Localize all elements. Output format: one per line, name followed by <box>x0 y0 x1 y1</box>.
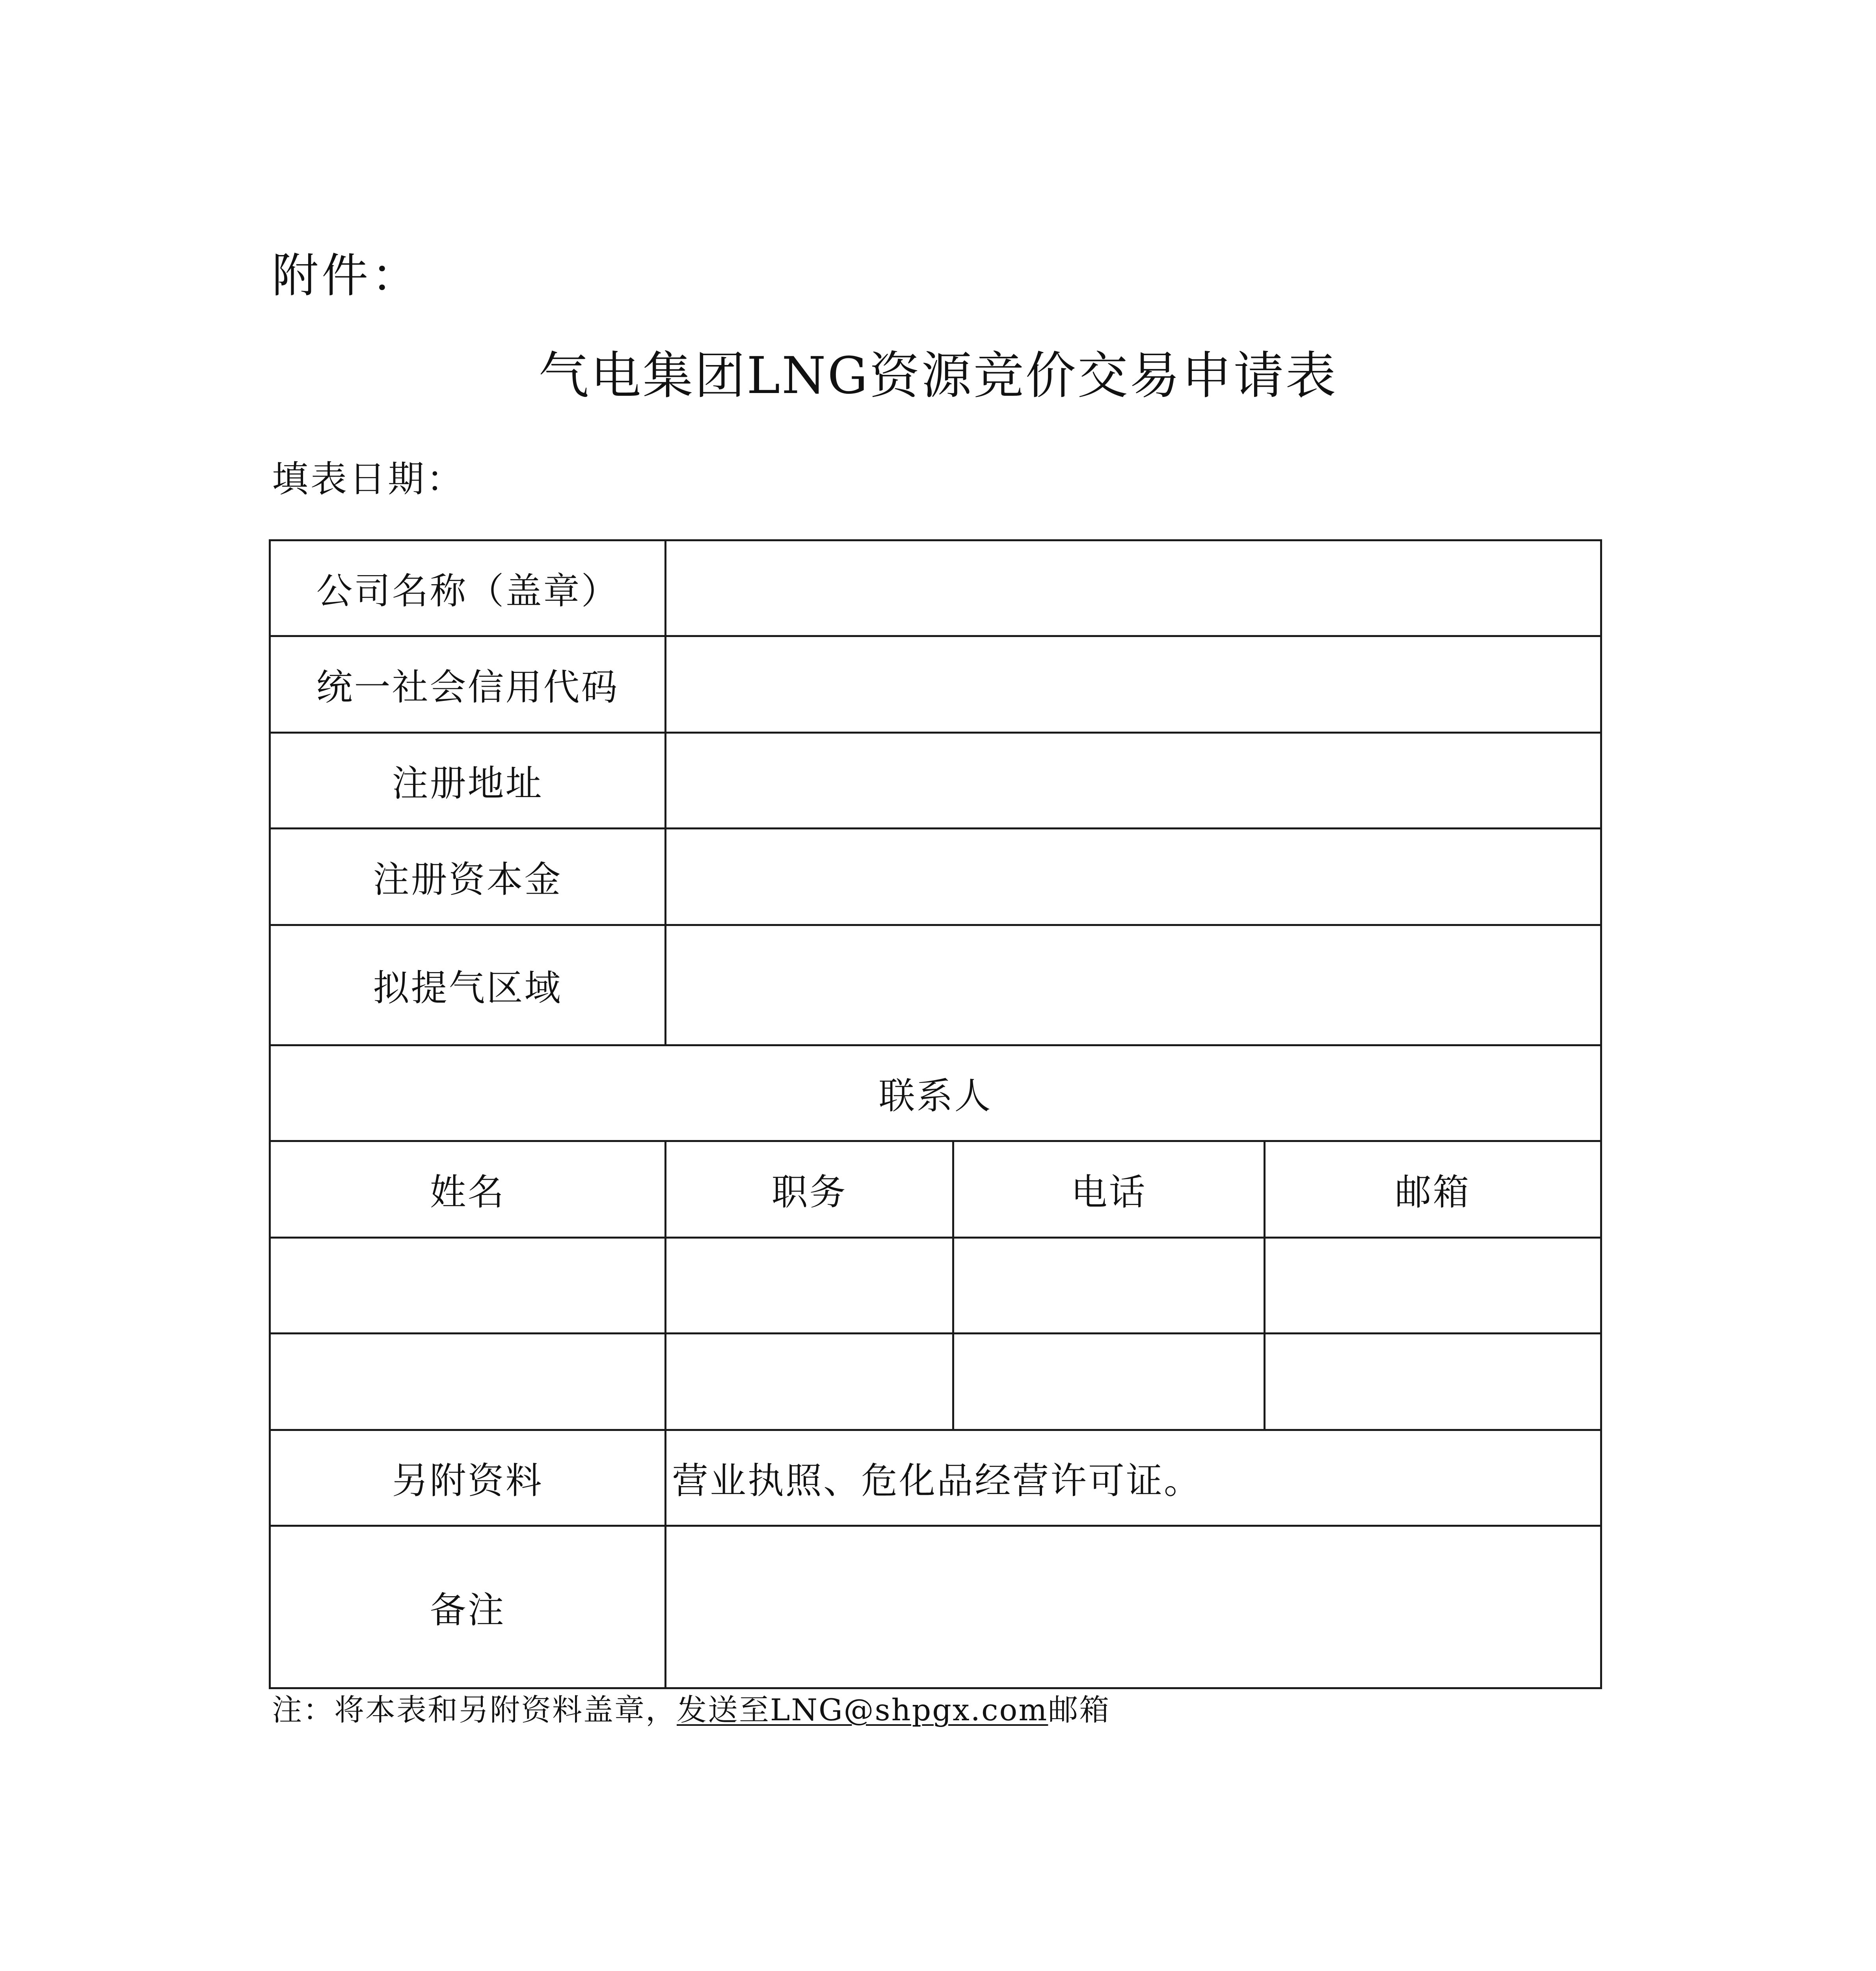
credit-code-field[interactable] <box>666 636 1601 733</box>
attachments-row <box>270 1430 1601 1526</box>
contact-row <box>270 1238 1601 1334</box>
contact-email-field[interactable] <box>1265 1334 1601 1430</box>
footnote <box>272 1692 1111 1727</box>
form-title: 气电集团LNG资源竞价交易申请表 <box>538 347 1338 405</box>
contact-header-phone: 电话 <box>953 1141 1265 1238</box>
application-form-table <box>269 539 1602 1689</box>
attachments-value: 营业执照、危化品经营许可证。 <box>666 1430 1601 1526</box>
remarks-label: 备注 <box>270 1526 666 1688</box>
contact-phone-field[interactable] <box>953 1238 1265 1334</box>
contact-section-row <box>270 1045 1601 1141</box>
contact-header-name: 姓名 <box>270 1141 666 1238</box>
contact-position-field[interactable] <box>666 1334 953 1430</box>
footnote-suffix: 邮箱 <box>1048 1692 1111 1727</box>
contact-name-field[interactable] <box>270 1334 666 1430</box>
contact-header-position: 职务 <box>666 1141 953 1238</box>
registered-capital-label: 注册资本金 <box>270 829 666 925</box>
credit-code-row <box>270 636 1601 733</box>
registered-address-label: 注册地址 <box>270 733 666 829</box>
registered-capital-row <box>270 829 1601 925</box>
remarks-field[interactable] <box>666 1526 1601 1688</box>
footnote-prefix: 注：将本表和另附资料盖章， <box>272 1692 677 1727</box>
contact-header-email: 邮箱 <box>1265 1141 1601 1238</box>
credit-code-label: 统一社会信用代码 <box>270 636 666 733</box>
fill-date-label: 填表日期： <box>272 458 465 500</box>
company-name-field[interactable] <box>666 540 1601 636</box>
registered-address-field[interactable] <box>666 733 1601 829</box>
gas-region-label: 拟提气区域 <box>270 925 666 1045</box>
contact-row <box>270 1334 1601 1430</box>
contact-email-field[interactable] <box>1265 1238 1601 1334</box>
registered-capital-field[interactable] <box>666 829 1601 925</box>
contact-phone-field[interactable] <box>953 1334 1265 1430</box>
contact-position-field[interactable] <box>666 1238 953 1334</box>
contact-header-row <box>270 1141 1601 1238</box>
contact-section-label: 联系人 <box>270 1045 1601 1141</box>
attachments-label: 另附资料 <box>270 1430 666 1526</box>
registered-address-row <box>270 733 1601 829</box>
gas-region-field[interactable] <box>666 925 1601 1045</box>
gas-region-row <box>270 925 1601 1045</box>
company-name-row <box>270 540 1601 636</box>
contact-name-field[interactable] <box>270 1238 666 1334</box>
footnote-email-link[interactable]: 发送至LNG@shpgx.com <box>677 1692 1048 1727</box>
attachment-label: 附件： <box>272 248 421 303</box>
remarks-row <box>270 1526 1601 1688</box>
company-name-label: 公司名称（盖章） <box>270 540 666 636</box>
